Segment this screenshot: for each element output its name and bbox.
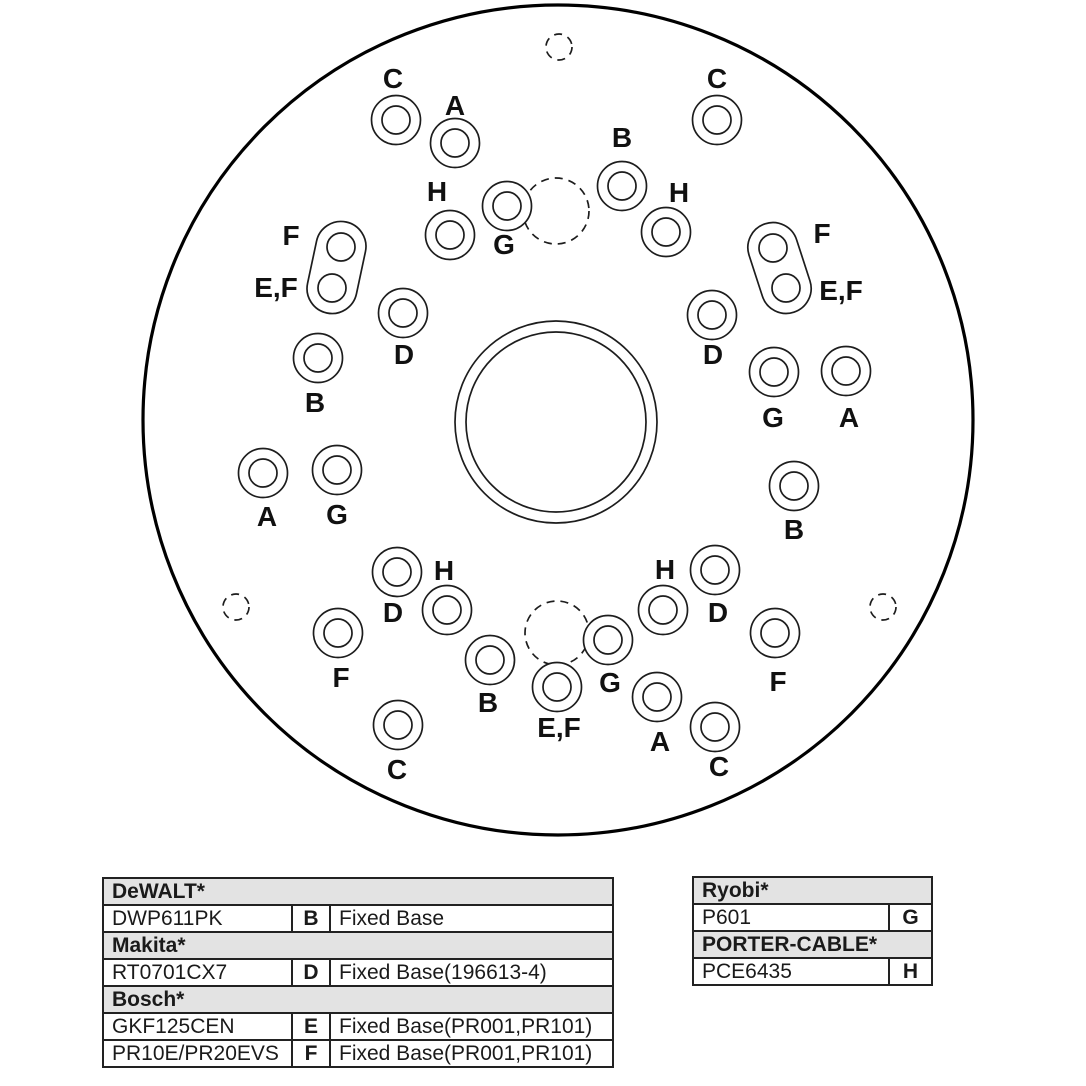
table-row [103, 905, 613, 932]
letter-cell: E [292, 1013, 330, 1040]
slot-screw-hole [772, 274, 800, 302]
slot-label: F [282, 220, 300, 251]
table-row [103, 878, 613, 905]
screw-hole-counterbore [374, 701, 423, 750]
screw-hole-counterbore [584, 616, 633, 665]
hole-label: D [393, 339, 415, 370]
slot-label: E,F [819, 275, 863, 306]
screw-hole-counterbore [642, 208, 691, 257]
hole-label: H [433, 555, 455, 586]
screw-hole-counterbore [751, 609, 800, 658]
hole-label: H [426, 176, 448, 207]
slot-label: E,F [254, 272, 298, 303]
hole-label: B [477, 687, 499, 718]
model-cell: DWP611PK [103, 905, 292, 932]
screw-hole-counterbore [770, 462, 819, 511]
screw-hole-counterbore [239, 449, 288, 498]
screw-hole-counterbore [372, 96, 421, 145]
hole-label: A [444, 90, 466, 121]
brand-header-cell: Makita* [103, 932, 613, 959]
model-cell: P601 [693, 904, 889, 931]
model-cell: GKF125CEN [103, 1013, 292, 1040]
brand-header-cell: Ryobi* [693, 877, 932, 904]
screw-hole-counterbore [466, 636, 515, 685]
table-row [693, 877, 932, 904]
hole-label: G [599, 667, 621, 698]
table-row [103, 932, 613, 959]
screw-hole-counterbore [423, 586, 472, 635]
hole-label: D [382, 597, 404, 628]
hole-label: G [326, 499, 348, 530]
screw-hole-counterbore [822, 347, 871, 396]
hole-label: B [611, 122, 633, 153]
slot-screw-hole [759, 234, 787, 262]
screw-hole-counterbore [379, 289, 428, 338]
hole-label: A [649, 726, 671, 757]
center-bit-opening-outer [455, 321, 657, 523]
hole-label: B [783, 514, 805, 545]
hole-label: A [256, 501, 278, 532]
table-row [103, 986, 613, 1013]
hole-label: H [654, 554, 676, 585]
hole-label: H [668, 177, 690, 208]
screw-hole-counterbore [691, 546, 740, 595]
hole-label: E,F [537, 712, 581, 743]
hole-label: G [762, 402, 784, 433]
desc-cell: Fixed Base(PR001,PR101) [330, 1040, 613, 1067]
letter-cell: D [292, 959, 330, 986]
hole-label: C [382, 63, 404, 94]
screw-hole-counterbore [691, 703, 740, 752]
desc-cell: Fixed Base(196613-4) [330, 959, 613, 986]
hole-label: F [769, 666, 787, 697]
slot-screw-hole [327, 233, 355, 261]
compatibility-table-right-body [693, 877, 932, 985]
brand-header-cell: PORTER-CABLE* [693, 931, 932, 958]
screw-hole-counterbore [750, 348, 799, 397]
screw-hole-counterbore [313, 446, 362, 495]
model-cell: RT0701CX7 [103, 959, 292, 986]
brand-header-cell: Bosch* [103, 986, 613, 1013]
hole-label: B [304, 387, 326, 418]
table-row [693, 904, 932, 931]
hole-label: D [702, 339, 724, 370]
desc-cell: Fixed Base [330, 905, 613, 932]
screw-hole-counterbore [294, 334, 343, 383]
hole-label: G [493, 229, 515, 260]
screw-hole-counterbore [633, 673, 682, 722]
compatibility-table-left-body [103, 878, 613, 1067]
table-row [103, 1013, 613, 1040]
hole-label: C [706, 63, 728, 94]
table-row [103, 959, 613, 986]
screw-hole-counterbore [693, 96, 742, 145]
hole-label: F [332, 662, 350, 693]
compatibility-table-right [692, 876, 933, 986]
model-cell: PCE6435 [693, 958, 889, 985]
letter-cell: G [889, 904, 932, 931]
compatibility-table-left [102, 877, 614, 1068]
screw-hole-counterbore [533, 663, 582, 712]
table-row [693, 958, 932, 985]
slot-label: F [813, 218, 831, 249]
screw-hole-counterbore [373, 548, 422, 597]
screw-hole-counterbore [639, 586, 688, 635]
slot-screw-hole [318, 274, 346, 302]
letter-cell: B [292, 905, 330, 932]
brand-header-cell: DeWALT* [103, 878, 613, 905]
hole-label: C [708, 751, 730, 782]
screw-hole-counterbore [314, 609, 363, 658]
screw-hole-E,F [533, 663, 582, 744]
table-row [103, 1040, 613, 1067]
model-cell: PR10E/PR20EVS [103, 1040, 292, 1067]
screw-hole-counterbore [426, 211, 475, 260]
screw-hole-counterbore [688, 291, 737, 340]
screw-hole-counterbore [431, 119, 480, 168]
screw-hole-counterbore [483, 182, 532, 231]
letter-cell: F [292, 1040, 330, 1067]
screw-hole-counterbore [598, 162, 647, 211]
hole-label: A [838, 402, 860, 433]
desc-cell: Fixed Base(PR001,PR101) [330, 1013, 613, 1040]
hole-label: D [707, 597, 729, 628]
table-row [693, 931, 932, 958]
hole-label: C [386, 754, 408, 785]
letter-cell: H [889, 958, 932, 985]
